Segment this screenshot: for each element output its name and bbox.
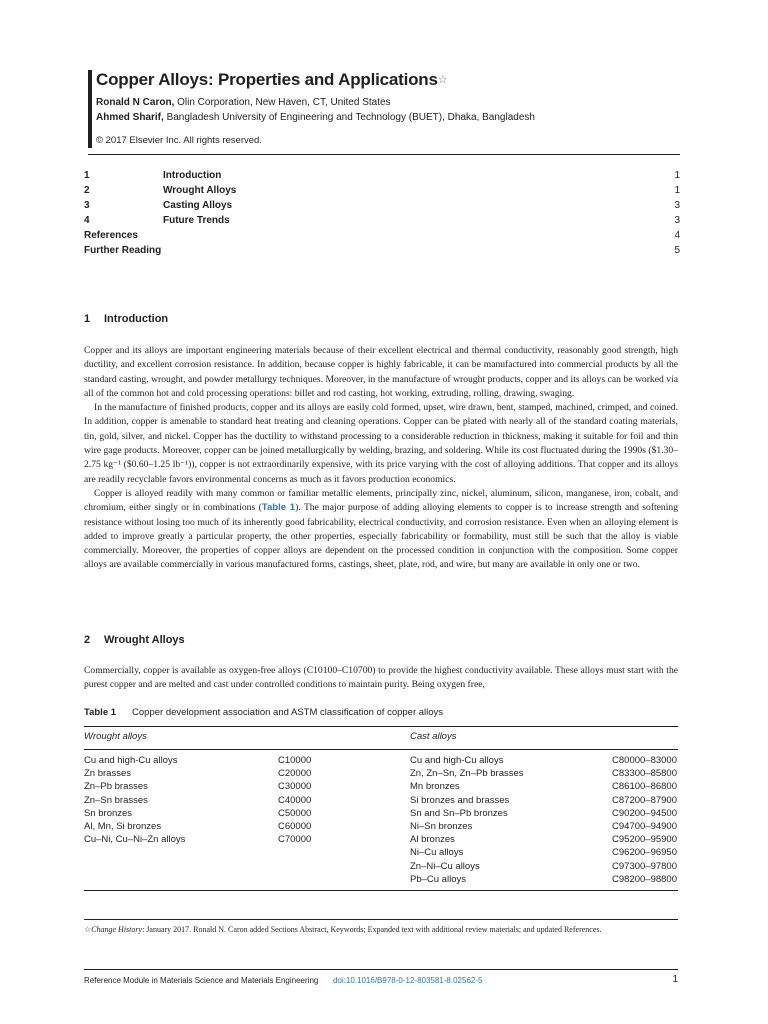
table-cell: C10000 — [278, 755, 312, 766]
toc-page: 3 — [674, 215, 680, 226]
toc-entry-future-trends[interactable] — [84, 213, 680, 228]
toc-number: 2 — [84, 185, 90, 196]
section-title: Introduction — [104, 313, 169, 325]
toc-page: 1 — [674, 170, 680, 181]
table-cell: C83300–85800 — [612, 768, 677, 780]
table-header-cast: Cast alloys — [410, 731, 457, 742]
author-list — [96, 95, 696, 125]
table-cell: C90200–94500 — [612, 807, 677, 819]
table-cell: C95200–95900 — [612, 834, 677, 846]
toc-title[interactable]: Introduction — [163, 170, 222, 181]
author-affiliation: Olin Corporation, New Haven, CT, United States — [177, 97, 391, 108]
toc-page: 4 — [674, 230, 680, 241]
table-cell: C96200–96950 — [612, 847, 677, 859]
table-cell: C30000 — [278, 781, 312, 793]
paragraph-text: Copper is alloyed readily with many common or familiar metallic elements, principally zinc, nickel, aluminum, silicon, manganese, iron, cobalt, and chromium, either singly or in combinations ( — [84, 487, 678, 514]
wrought-alloy-codes — [278, 754, 311, 846]
toc-page: 3 — [674, 200, 680, 211]
table-cell: C20000 — [278, 768, 312, 780]
wrought-alloys-body — [84, 664, 678, 693]
table-cell: Al, Mn, Si bronzes — [84, 821, 162, 833]
author-line — [96, 110, 696, 125]
footnote-star-icon: ☆ — [84, 925, 92, 934]
table-cell: C70000 — [278, 834, 312, 846]
table-header-rule — [84, 749, 678, 750]
article-title — [96, 70, 696, 90]
table-1-link[interactable]: Table 1 — [261, 502, 296, 514]
paragraph-text: ). The major purpose of adding alloying elements to copper is to increase strength and softening resistance without losing too much of its inherently good fabricability, electrical conductivity, and corrosion resistance. Even when an alloying element is added to improve greatly a particular property, the other properties, especially fabricability or formability, must still be such that the alloy is viable commercially. Moreover, the properties of copper alloys are dependent on the processed condition in conjunction with the composition. Some copper alloys are available commercially in various manufactured forms, castings, sheet, plate, rod, and wire, but many are available in only one or two. — [84, 502, 678, 571]
footnote-label: Change History — [91, 925, 143, 934]
article-title-text: Copper Alloys: Properties and Applications — [96, 70, 438, 89]
introduction-body — [84, 344, 678, 573]
toc-page: 1 — [674, 185, 680, 196]
change-history-footnote — [84, 924, 684, 935]
section-number: 1 — [84, 313, 91, 325]
copyright-notice: © 2017 Elsevier Inc. All rights reserved. — [96, 135, 262, 146]
table-cell: Sn bronzes — [84, 807, 133, 819]
table-caption-text: Copper development association and ASTM classification of copper alloys — [132, 707, 444, 718]
section-heading-introduction — [84, 313, 168, 325]
table-cell: Ni–Cu alloys — [410, 847, 464, 859]
table-top-rule — [84, 726, 678, 727]
author-name: Ronald N Caron, — [96, 97, 175, 108]
table-cell: C97300–97800 — [612, 860, 677, 872]
article-header — [88, 70, 696, 148]
section-heading-wrought-alloys — [84, 634, 185, 646]
footnote-divider — [84, 919, 678, 920]
table-cell: C98200–98800 — [612, 873, 677, 885]
table-cell: Al bronzes — [410, 834, 455, 846]
table-cell: C40000 — [278, 794, 312, 806]
table-cell: Cu and high-Cu alloys — [84, 755, 178, 766]
paragraph: Copper and its alloys are important engineering materials because of their excellent electrical and thermal conductivity, reasonably good strength, high ductility, and excellent corrosion resistance. In addition, because copper is highly fabricable, it can be manufactured into commercial products by all the standard casting, wrought, and powder metallurgy techniques. Moreover, in the manufacture of wrought products, copper and its alloys can be worked via all of the common hot and cold processing operations: billet and rod casting, hot working, extruding, rolling, drawing, swaging. — [84, 345, 678, 399]
toc-page: 5 — [674, 245, 680, 256]
section-number: 2 — [84, 634, 91, 646]
paragraph: In the manufacture of finished products, copper and its alloys are easily cold formed, upset, wire drawn, bent, stamped, machined, crimped, and coined. In addition, copper is amenable to standard heat treating and cleaning operations. Copper can be plated with nearly all of the standard coating materials, tin, gold, silver, and nickel. Copper has the ductility to withstand processing to a considerable reduction in thickness, making it suitable for foil and thin wire gage products. Moreover, copper can be joined metallurgically by welding, brazing, and soldering. While its cost fluctuated during the 1990s ($1.30–2.75 kg⁻¹ ($0.60–1.25 lb⁻¹)), copper is not extraordinarily expensive, with its price varying with the cost of alloying additions. That copper and its alloys are readily recyclable favors environmental concerns as much as it favors production economics. — [84, 402, 678, 485]
table-cell: Si bronzes and brasses — [410, 794, 510, 806]
toc-number: 4 — [84, 215, 90, 226]
table-cell: Ni–Sn bronzes — [410, 821, 473, 833]
table-cell: C94700–94900 — [612, 821, 677, 833]
page-number: 1 — [672, 974, 678, 985]
table-cell: Zn–Ni–Cu alloys — [410, 860, 480, 872]
author-affiliation: Bangladesh University of Engineering and Technology (BUET), Dhaka, Bangladesh — [166, 112, 535, 123]
paragraph — [84, 487, 678, 573]
section-title: Wrought Alloys — [104, 634, 185, 646]
author-line — [96, 95, 696, 110]
table-cell: C86100–86800 — [612, 781, 677, 793]
toc-entry-further-reading[interactable] — [84, 243, 680, 258]
toc-number: 1 — [84, 170, 90, 181]
toc-title[interactable]: Future Trends — [163, 215, 230, 226]
paragraph: Commercially, copper is available as oxygen-free alloys (C10100–C10700) to provide the highest conductivity available. These alloys must start with the purest copper and are melted and cast under controlled conditions to maintain purity. Being oxygen free, — [84, 665, 678, 691]
toc-title[interactable]: Wrought Alloys — [163, 185, 237, 196]
author-name: Ahmed Sharif, — [96, 112, 164, 123]
table-cell: Zn brasses — [84, 768, 131, 780]
table-header-wrought: Wrought alloys — [84, 731, 147, 742]
toc-number: 3 — [84, 200, 90, 211]
table-cell: Cu–Ni, Cu–Ni–Zn alloys — [84, 834, 186, 846]
change-history-star-icon[interactable]: ☆ — [437, 74, 448, 86]
journal-name: Reference Module in Materials Science and Materials Engineering — [84, 976, 319, 985]
footer-divider — [84, 969, 678, 970]
table-cell: Mn bronzes — [410, 781, 460, 793]
wrought-alloy-names — [84, 754, 185, 846]
table-caption — [84, 707, 443, 718]
toc-entry-references[interactable] — [84, 228, 680, 243]
table-cell: C80000–83000 — [612, 755, 677, 766]
header-divider — [88, 154, 680, 155]
table-bottom-rule — [84, 890, 678, 891]
toc-title[interactable]: References — [84, 230, 138, 241]
table-cell: C50000 — [278, 807, 312, 819]
doi-link[interactable]: doi:10.1016/B978-0-12-803581-8.02562-5 — [333, 976, 483, 985]
table-label: Table 1 — [84, 707, 117, 718]
toc-entry-introduction[interactable] — [84, 168, 680, 183]
table-of-contents — [84, 168, 680, 258]
table-cell: Zn, Zn–Sn, Zn–Pb brasses — [410, 768, 524, 780]
toc-title[interactable]: Casting Alloys — [163, 200, 233, 211]
table-cell: Pb–Cu alloys — [410, 873, 466, 885]
cast-alloy-codes — [560, 754, 677, 886]
toc-title[interactable]: Further Reading — [84, 245, 162, 256]
cast-alloy-names — [410, 754, 524, 886]
table-cell: Zn–Pb brasses — [84, 781, 148, 793]
toc-entry-casting-alloys[interactable] — [84, 198, 680, 213]
table-cell: C60000 — [278, 821, 312, 833]
table-cell: Sn and Sn–Pb bronzes — [410, 807, 508, 819]
footnote-text: : January 2017. Ronald N. Caron added Sections Abstract, Keywords; Expanded text with additional review materials; and updated References. — [142, 925, 602, 934]
table-cell: C87200–87900 — [612, 794, 677, 806]
table-cell: Zn–Sn brasses — [84, 794, 148, 806]
table-cell: Cu and high-Cu alloys — [410, 755, 504, 766]
toc-entry-wrought-alloys[interactable] — [84, 183, 680, 198]
